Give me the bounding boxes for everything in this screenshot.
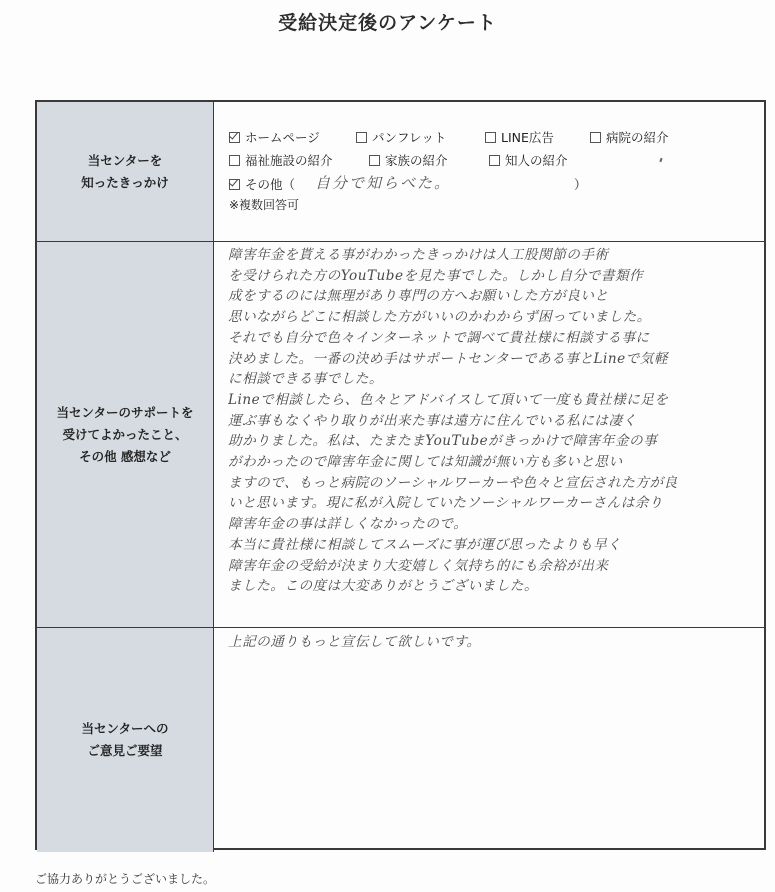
answer-area-requests[interactable] — [214, 628, 764, 852]
checkbox-icon — [229, 155, 240, 166]
handwritten-line: 障害年金の受給が決まり大変嬉しく気持ち的にも余裕が出来 — [228, 557, 609, 574]
option-hospital[interactable] — [590, 128, 669, 146]
handwritten-line: 運ぶ事もなくやり取りが出来た事は遠方に住んでいる私には凄く — [228, 412, 637, 429]
option-family[interactable] — [369, 151, 448, 169]
handwritten-line: 上記の通りもっと宣伝して欲しいです。 — [228, 634, 481, 650]
handwritten-line: に相談できる事でした。 — [228, 371, 384, 388]
option-label: 家族の紹介 — [385, 153, 448, 168]
answer-area-source — [214, 102, 764, 241]
option-label: 知人の紹介 — [505, 153, 568, 168]
question-label-requests — [37, 628, 214, 852]
option-line-ad[interactable] — [485, 128, 554, 146]
checkbox-icon — [356, 132, 367, 143]
option-label: LINE広告 — [501, 130, 554, 145]
option-welfare[interactable] — [229, 151, 333, 169]
question-label-text: 当センターのサポートを 受けてよかったこと、 その他 感想など — [56, 404, 194, 464]
survey-title: 受給決定後のアンケート — [278, 12, 497, 34]
option-label: ホームページ — [245, 130, 320, 145]
option-acquaintance[interactable] — [489, 151, 568, 169]
other-answer-text[interactable]: 自分で知らべた。 — [315, 174, 452, 192]
multiple-answers-note: ※複数回答可 — [229, 198, 300, 212]
handwritten-line: Lineで相談したら、色々とアドバイスして頂いて一度も貴社様に足を — [228, 391, 669, 408]
question-label-feedback — [37, 242, 214, 627]
option-pamphlet[interactable] — [356, 128, 446, 146]
handwritten-answer — [228, 632, 754, 653]
handwritten-line: 思いながらどこに相談した方がいいのかわからず困っていました。 — [228, 309, 651, 326]
handwritten-line: 障害年金を貰える事がわかったきっかけは人工股関節の手術 — [228, 247, 609, 263]
checkbox-icon — [489, 155, 500, 166]
handwritten-line: ました。この度は大変ありがとうございました。 — [228, 578, 539, 595]
thank-you-footer: ご協力ありがとうございました。 — [35, 872, 216, 886]
handwritten-line: ますので、もっと病院のソーシャルワーカーや色々と宣伝された方が良 — [228, 474, 678, 491]
question-label-text: 当センターを 知ったきっかけ — [81, 152, 169, 190]
checkbox-checked-icon — [229, 179, 240, 190]
option-other[interactable] — [229, 175, 295, 193]
checkbox-checked-icon — [229, 132, 240, 143]
handwritten-answer — [228, 245, 754, 597]
question-label-source — [37, 102, 214, 241]
question-row-source — [37, 102, 764, 242]
handwritten-line: いと思います。現に私が入院していたソーシャルワーカーさんは余り — [228, 495, 663, 512]
handwritten-line: を受けられた方のYouTubeを見た事でした。しかし自分で書類作 — [228, 267, 644, 284]
option-label: 病院の紹介 — [606, 130, 669, 145]
question-row-feedback — [37, 242, 764, 628]
option-homepage[interactable] — [229, 128, 320, 146]
handwritten-line: それでも自分で色々インターネットで調べて貴社様に相談する事に — [228, 329, 650, 346]
survey-form — [35, 100, 766, 850]
handwritten-line: 成をするのには無理があり専門の方へお願いした方が良いと — [228, 288, 609, 305]
handwritten-line: 障害年金の事は詳しくなかったので。 — [228, 516, 468, 533]
handwritten-line: がわかったので障害年金に関しては知識が無い方も多いと思い — [228, 454, 623, 471]
answer-area-feedback[interactable] — [214, 242, 764, 627]
handwritten-line: 本当に貴社様に相談してスムーズに事が運び思ったよりも早く — [228, 536, 622, 553]
handwritten-line: 決めました。一番の決め手はサポートセンターである事とLineで気軽 — [228, 350, 668, 367]
question-row-requests — [37, 628, 764, 852]
checkbox-icon — [369, 155, 380, 166]
option-label: パンフレット — [372, 130, 447, 145]
handwritten-line: 助かりました。私は、たまたまYouTubeがきっかけで障害年金の事 — [228, 433, 658, 450]
option-label: 福祉施設の紹介 — [245, 153, 333, 168]
other-close-paren: ） — [574, 177, 587, 192]
question-label-text: 当センターへの ご意見ご要望 — [81, 721, 169, 758]
option-label: その他（ — [245, 177, 296, 192]
checkbox-icon — [590, 132, 601, 143]
checkbox-icon — [485, 132, 496, 143]
